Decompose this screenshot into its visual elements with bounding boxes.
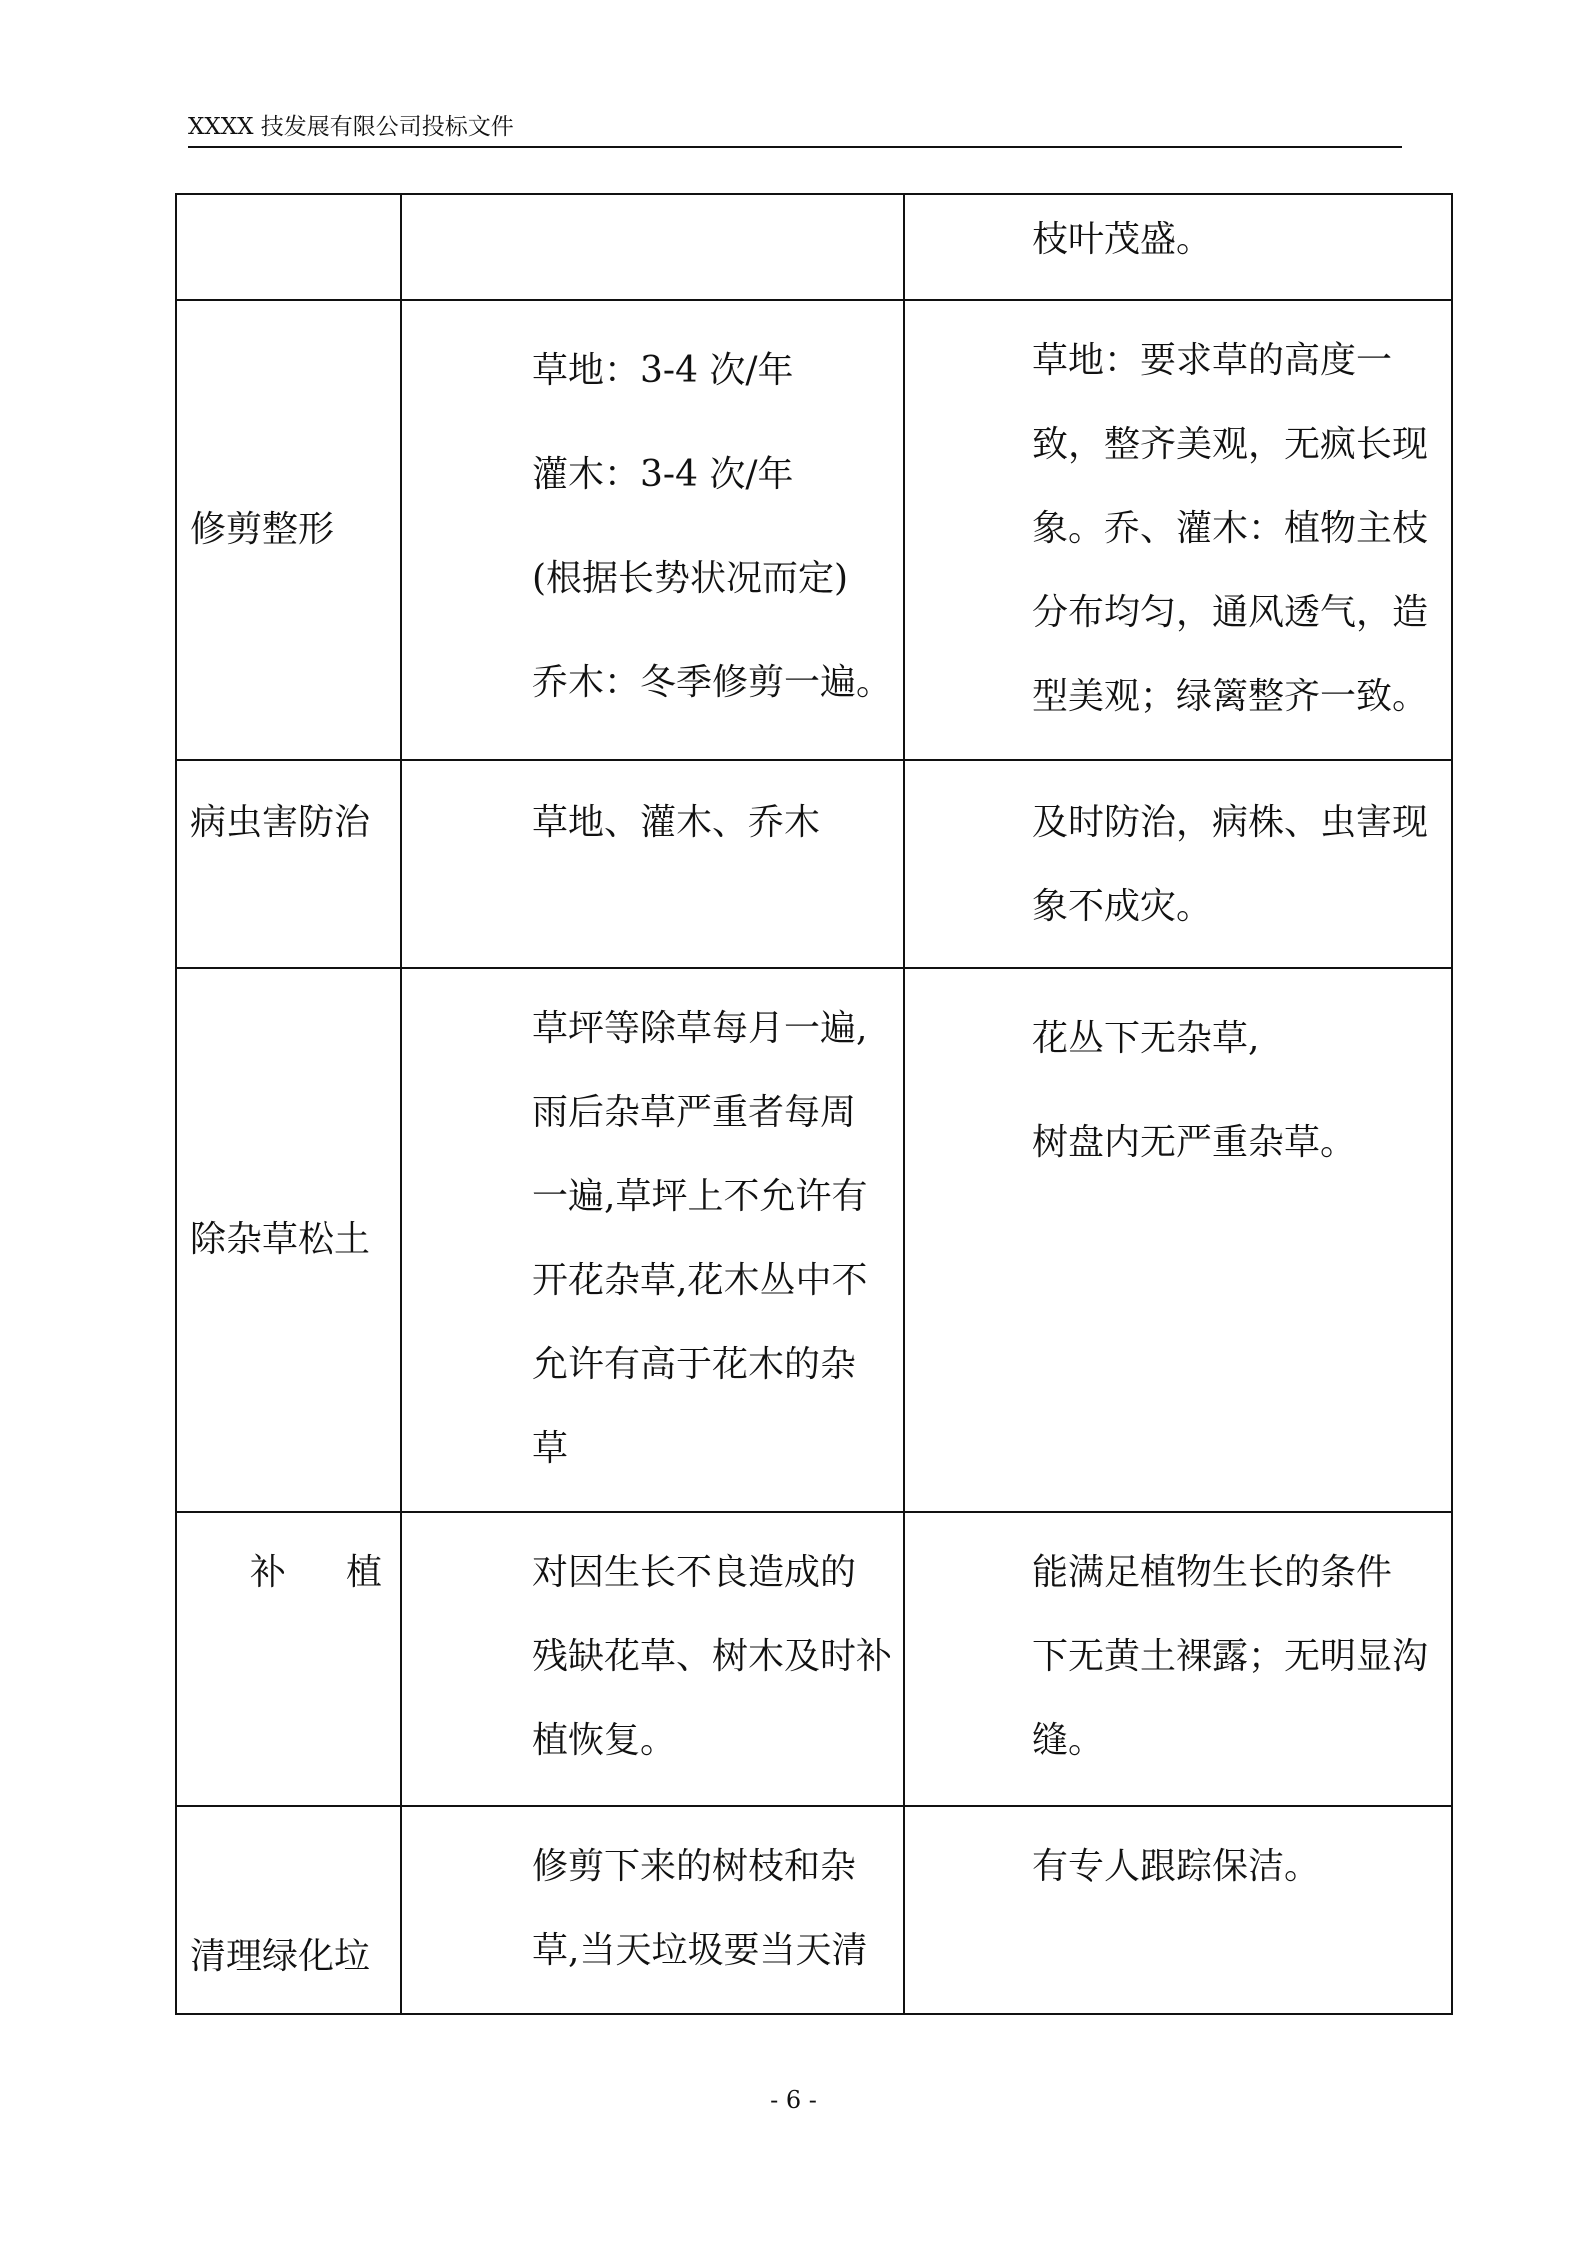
frequency-line: 植恢复。 [532, 1720, 677, 1761]
frequency-line: 草 [532, 1428, 569, 1469]
frequency-line: 灌木：3-4 次/年 [532, 454, 794, 495]
standard-cell [904, 760, 1452, 968]
table-row [176, 194, 1452, 300]
standard-line: 象不成灾。 [1032, 886, 1213, 927]
table-row [176, 760, 1452, 968]
item-cell [176, 1512, 443, 1806]
frequency-cell [401, 300, 904, 760]
frequency-line: 草地、灌木、乔木 [532, 802, 821, 843]
item-label: 除杂草松土 [190, 1219, 371, 1260]
frequency-line: 草,当天垃圾要当天清 [532, 1930, 868, 1971]
frequency-line: 雨后杂草严重者每周 [532, 1092, 857, 1133]
item-label: 补植 [250, 1552, 443, 1593]
standard-line: 有专人跟踪保洁。 [1032, 1846, 1321, 1887]
standard-line: 及时防治，病株、虫害现 [1032, 802, 1429, 843]
frequency-line: 残缺花草、树木及时补 [532, 1636, 893, 1677]
item-label: 病虫害防治 [190, 802, 371, 843]
frequency-line: (根据长势状况而定) [532, 558, 849, 599]
item-cell [176, 194, 401, 300]
frequency-line: 允许有高于花木的杂 [532, 1344, 857, 1385]
frequency-line: 草地：3-4 次/年 [532, 350, 794, 391]
item-cell [176, 1806, 401, 2014]
maintenance-standards-table [175, 193, 1453, 2015]
frequency-line: 开花杂草,花木丛中不 [532, 1260, 868, 1301]
page-number: - 6 - [770, 2086, 817, 2114]
table-row [176, 968, 1452, 1512]
standard-line: 致，整齐美观，无疯长现 [1032, 424, 1429, 465]
standard-line: 花丛下无杂草, [1032, 1018, 1260, 1059]
item-cell [176, 300, 401, 760]
item-cell [176, 760, 401, 968]
frequency-cell [401, 194, 904, 300]
frequency-line: 对因生长不良造成的 [532, 1552, 857, 1593]
frequency-line: 乔木：冬季修剪一遍。 [532, 662, 893, 703]
frequency-cell [401, 968, 904, 1512]
standard-line: 分布均匀，通风透气，造 [1032, 592, 1429, 633]
standard-line: 下无黄土裸露；无明显沟 [1032, 1636, 1429, 1677]
frequency-cell [401, 1806, 904, 2014]
standard-line: 草地：要求草的高度一 [1032, 340, 1393, 381]
standard-cell [904, 1806, 1452, 2014]
table-row [176, 300, 1452, 760]
item-label: 清理绿化垃 [190, 1936, 371, 1977]
document-header-title: XXXX 技发展有限公司投标文件 [188, 114, 514, 140]
frequency-line: 一遍,草坪上不允许有 [532, 1176, 868, 1217]
standard-line: 树盘内无严重杂草。 [1032, 1122, 1357, 1163]
standard-line: 型美观；绿篱整齐一致。 [1032, 676, 1429, 717]
item-cell [176, 968, 401, 1512]
frequency-cell [401, 1512, 904, 1806]
item-label: 修剪整形 [190, 509, 335, 550]
standard-cell [904, 194, 1452, 300]
standard-line: 象。乔、灌木：植物主枝 [1032, 508, 1429, 549]
header-divider [188, 146, 1402, 148]
table-row [176, 1806, 1452, 2014]
standard-line: 枝叶茂盛。 [1032, 219, 1213, 260]
standard-line: 缝。 [1032, 1720, 1105, 1761]
frequency-line: 草坪等除草每月一遍, [532, 1008, 868, 1049]
standard-cell [904, 968, 1452, 1512]
frequency-cell [401, 760, 904, 968]
standard-line: 能满足植物生长的条件 [1032, 1552, 1393, 1593]
table-row [176, 1512, 1452, 1806]
frequency-line: 修剪下来的树枝和杂 [532, 1846, 857, 1887]
standard-cell [904, 300, 1452, 760]
standard-cell [904, 1512, 1452, 1806]
